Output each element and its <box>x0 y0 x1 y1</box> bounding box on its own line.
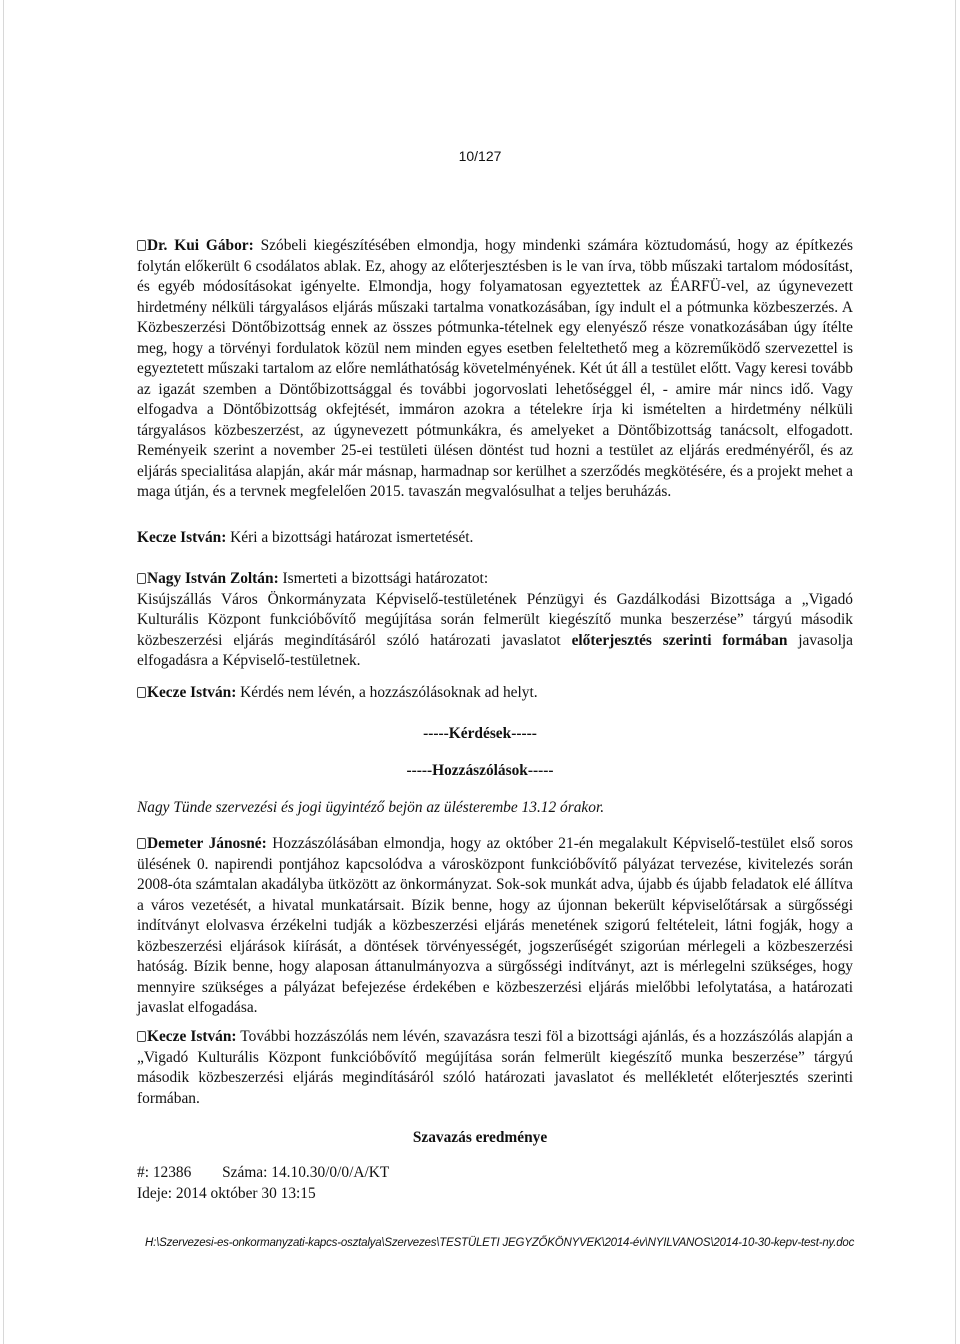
resolution-bold-text: előterjesztés szerinti formában <box>571 631 788 649</box>
vote-number-value: 14.10.30/0/0/A/KT <box>271 1164 390 1181</box>
paragraph-text: Ismerteti a bizottsági határozatot: <box>278 570 489 587</box>
page-number: 10/127 <box>458 148 502 164</box>
speaker-name: Demeter Jánosné: <box>147 835 267 852</box>
paragraph-text: Hozzászólásában elmondja, hogy az október 21-én megalakult Képviselő-testület első soros ülésének 0. napirendi pontjához kapcsolódva a városközpont funkcióbővítő pályázat tervezése, kivitelezés során 2008-óta számtalan akadályba ütközött az önkormányzat. Sok-sok munkát adva, újabb és újabb feladatok elé állítva a város vezetését, a hivatal munkatársait. Bízik benne, hogy az újonnan bekerült képviselőtársak a sürgősségi indítványt elolvasva érzékelni tudják a közbeszerzési eljárás menetének szigorú feltételeit, látni fogják, hogy a közbeszerzési eljárások kiírását, a döntések törvényességét, jogszerűségét szigorúan mérlegeli a közbeszerzési hatóság. Bízik benne, hogy alaposan áttanulmányozva a sürgősségi indítványt, azt is mérlegelni szükséges, hogy mennyire szükséges a pályázat befejezése érdekében e közbeszerzési eljárás mielőbbi lefolytatása, a határozati javaslat elfogadása. <box>137 835 853 1016</box>
vote-number-label: Száma: <box>222 1164 268 1181</box>
speaker-name: Kecze István: <box>147 1028 237 1045</box>
heading-questions: -----Kérdések----- <box>423 725 537 742</box>
paragraph-nagy-istvan-zoltan <box>137 569 853 672</box>
paragraph-kecze-3 <box>137 1027 853 1109</box>
resolution-text-end: javasolja elfogadásra a Képviselő-testületnek. <box>137 631 853 669</box>
resolution-text: Kisújszállás Város Önkormányzata Képviselő-testületének Pénzügyi és Gazdálkodási Bizottsága a „Vigadó Kulturális Központ funkcióbővítő megújítása során felmerült kiegészítő munka beszerzése” tárgyú második közbeszerzési eljárás megindításáról szóló határozati javaslatot <box>137 590 853 649</box>
vote-id-line <box>137 1164 389 1182</box>
checkbox-mark-icon <box>137 1031 146 1042</box>
paragraph-demeter-jánosné <box>137 834 853 1019</box>
paragraph-kui-gabor <box>137 236 853 503</box>
vote-time-label: Ideje: <box>137 1185 173 1202</box>
italic-note: Nagy Tünde szervezési és jogi ügyintéző bejön az ülésterembe 13.12 órakor. <box>137 799 605 816</box>
vote-time-value: 2014 október 30 13:15 <box>175 1185 316 1202</box>
checkbox-mark-icon <box>137 240 146 251</box>
speaker-name: Kecze István: <box>137 529 227 546</box>
paragraph-text: Kéri a bizottsági határozat ismertetését. <box>226 529 474 546</box>
heading-comments: -----Hozzászólások----- <box>406 762 554 779</box>
speaker-name: Kecze István: <box>147 684 237 701</box>
footer-file-path: H:\Szervezesi-es-onkormanyzati-kapcs-osztalya\Szervezes\TESTÜLETI JEGYZŐKÖNYVEK\2014-év\NYILVANOS\2014-10-30-kepv-test-ny.doc <box>145 1237 855 1249</box>
checkbox-mark-icon <box>137 838 146 849</box>
checkbox-mark-icon <box>137 573 146 584</box>
paragraph-text: Kérdés nem lévén, a hozzászólásoknak ad helyt. <box>236 684 538 701</box>
paragraph-kecze-2 <box>137 683 853 704</box>
speaker-name: Nagy István Zoltán: <box>147 570 279 587</box>
paragraph-text: További hozzászólás nem lévén, szavazásra teszi föl a bizottsági ajánlás, és a hozzászólás alapján a „Vigadó Kulturális Központ funkcióbővítő megújítása során felmerült kiegészítő munka beszerzése” tárgyú második közbeszerzési eljárás megindításáról szóló határozati javaslatot és mellékletét előterjesztés szerinti formában. <box>137 1028 854 1107</box>
speaker-name: Dr. Kui Gábor: <box>147 237 254 254</box>
paragraph-text: Szóbeli kiegészítésében elmondja, hogy mindenki számára köztudomású, hogy az építkezés folytán előkerült 6 csodálatos ablak. Ez, ahogy az előterjesztésben is le van írva, több műszaki tartalom módosítást, és egyéb módosításokat igényelte. Elmondja, hogy folyamatosan egyeztettek az ÉARFÜ-vel, az úgynevezett hirdetmény nélküli tárgyalásos eljárás műszaki tartalma vonatkozásában, így indult el a pótmunka közbeszerzés. A Közbeszerzési Döntőbizottság ennek az összes pótmunka-tételnek egy elenyésző része vonatkozásában úgy ítélte meg, hogy a törvényi fordulatok közül nem minden egyes esetben feleltethető meg a közreműködő szervezettel is egyeztetett műszaki tartalom az előre nemláthatóság követelményének. Két út áll a testület előtt. Vagy keresi tovább az igazát szemben a Döntőbizottsággal és további jogorvoslati lehetőséggel él, - amire már nincs idő. Vagy elfogadva a Döntőbizottság okfejtését, immáron azokra a tételekre írja ki ismételten a hirdetmény nélküli tárgyalásos közbeszerzést, az úgynevezett pótmunkákra, és amelyeket a Döntőbizottság tanácsolt, elfogadott. Reményeik szerint a november 25-ei testületi ülésen döntést tud hozni a testület az eljárás eredményéről, és az eljárás specialitása alapján, akár már másnap, harmadnap sor kerülhet a szerződés megkötésére, és a projekt mehet a maga útján, és a tervnek megfelelően 2015. tavaszán megvalósulhat a teljes beruházás. <box>137 237 854 500</box>
vote-id-label: #: <box>137 1164 149 1181</box>
checkbox-mark-icon <box>137 687 146 698</box>
vote-result-title: Szavazás eredménye <box>412 1129 548 1146</box>
vote-id-value: 12386 <box>152 1164 192 1181</box>
vote-time-line <box>137 1185 316 1203</box>
paragraph-kecze-1 <box>137 528 853 549</box>
